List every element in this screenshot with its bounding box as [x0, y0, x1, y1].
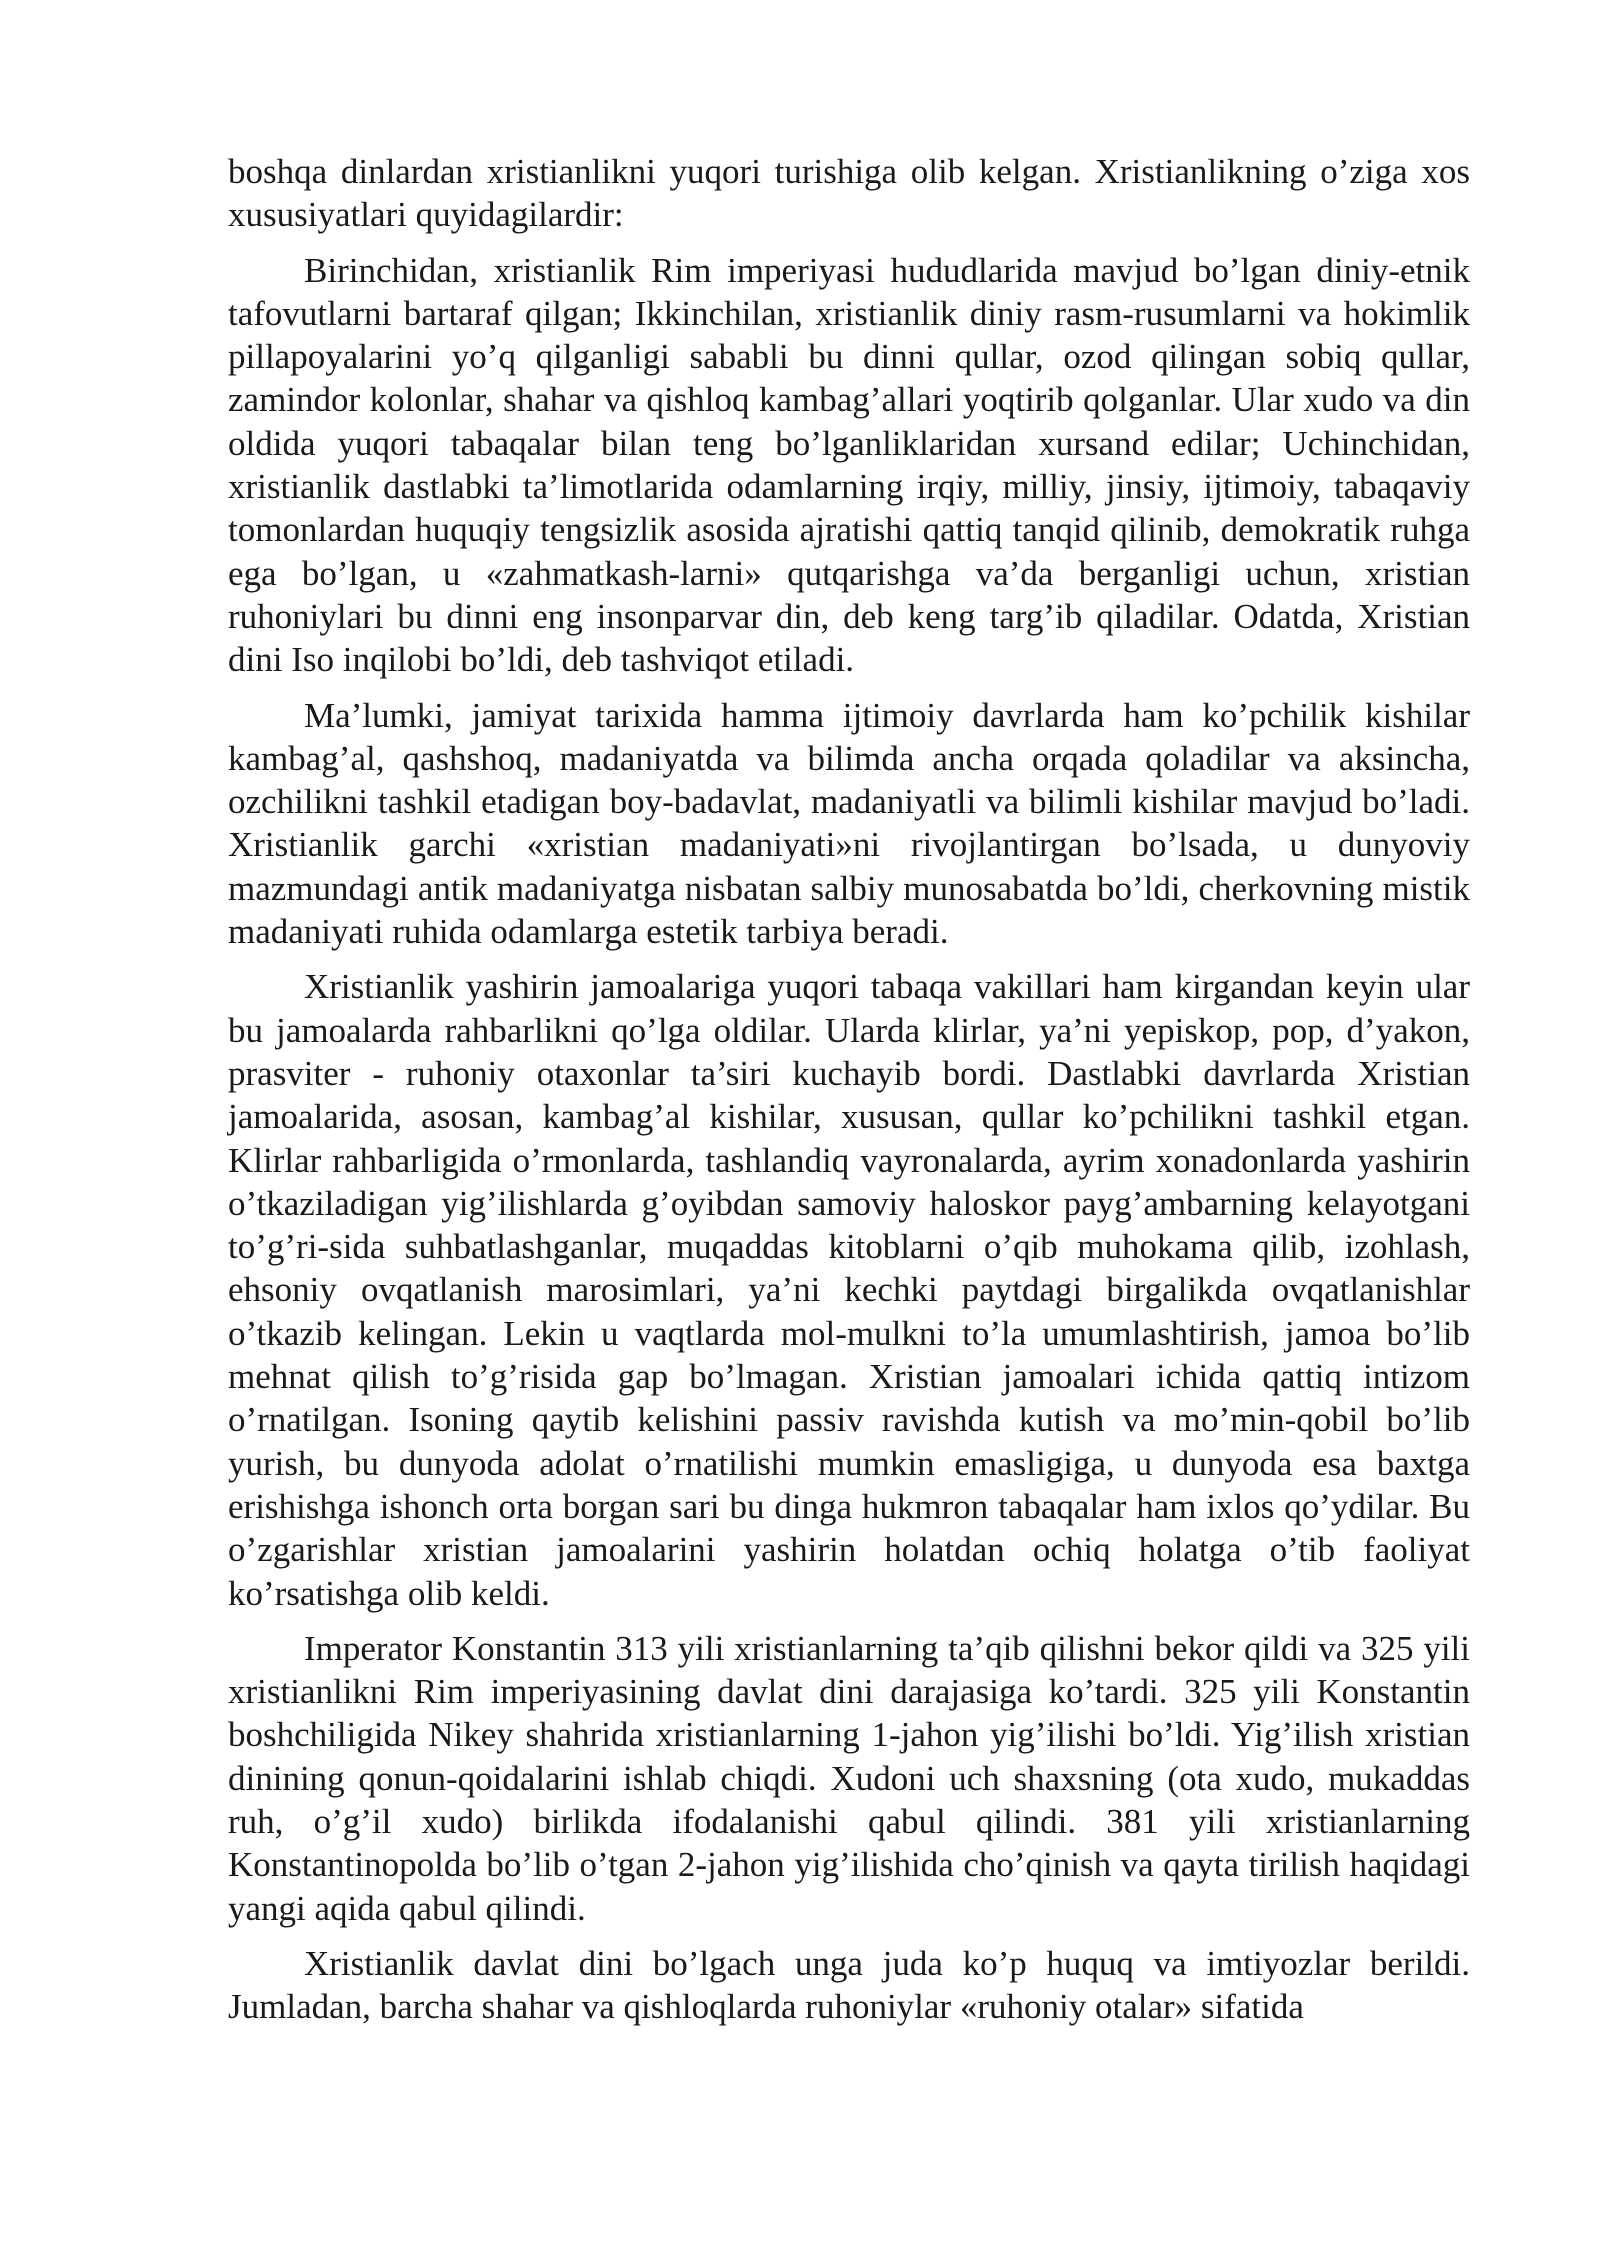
paragraph-society: Ma’lumki, jamiyat tarixida hamma ijtimoiy davrlarda ham ko’pchilik kishilar kambag’al, qashshoq, madaniyatda va bilimda ancha orqada qoladilar va aksincha, ozchilikni tashkil etadigan boy-badavlat, madaniyatli va bilimli kishilar mavjud bo’ladi. Xristianlik garchi «xristian madaniyati»ni rivojlantirgan bo’lsada, u dunyoviy mazmundagi antik madaniyatga nisbatan salbiy munosabatda bo’ldi, cherkovning mistik madaniyati ruhida odamlarga estetik tarbiya beradi.: [228, 695, 1470, 952]
paragraph-continuation: boshqa dinlardan xristianlikni yuqori turishiga olib kelgan. Xristianlikning o’ziga xos xususiyatlari quyidagilardir:: [228, 152, 1470, 235]
paragraph-state-religion: Xristianlik davlat dini bo’lgach unga juda ko’p huquq va imtiyozlar berildi. Jumladan, barcha shahar va qishloqlarda ruhoniylar «ruhoniy otalar» sifatida: [228, 1943, 1470, 2027]
paragraph-features: Birinchidan, xristianlik Rim imperiyasi hududlarida mavjud bo’lgan diniy-etnik tafovutlarni bartaraf qilgan; Ikkinchilan, xristianlik diniy rasm-rusumlarni va hokimlik pillapoyalarini yo’q qilganligi sababli bu dinni qullar, ozod qilingan sobiq qullar, zamindor kolonlar, shahar va qishloq kambag’allari yoqtirib qolganlar. Ular xudo va din oldida yuqori tabaqalar bilan teng bo’lganliklaridan xursand edilar; Uchinchidan, xristianlik dastlabki ta’limotlarida odamlarning irqiy, milliy, jinsiy, ijtimoiy, tabaqaviy tomonlardan huquqiy tengsizlik asosida ajratishi qattiq tanqid qilinib, demokratik ruhga ega bo’lgan, u «zahmatkash-larni» qutqarishga va’da berganligi uchun, xristian ruhoniylari bu dinni eng insonparvar din, deb keng targ’ib qiladilar. Odatda, Xristian dini Iso inqilobi bo’ldi, deb tashviqot etiladi.: [228, 250, 1470, 680]
paragraph-communities: Xristianlik yashirin jamoalariga yuqori tabaqa vakillari ham kirgandan keyin ular bu jamoalarda rahbarlikni qo’lga oldilar. Ularda klirlar, ya’ni yepiskop, pop, d’yakon, prasviter - ruhoniy otaxonlar ta’siri kuchayib bordi. Dastlabki davrlarda Xristian jamoalarida, asosan, kambag’al kishilar, xususan, qullar ko’pchilikni tashkil etgan. Klirlar rahbarligida o’rmonlarda, tashlandiq vayronalarda, ayrim xonadonlarda yashirin o’tkaziladigan yig’ilishlarda g’oyibdan samoviy haloskor payg’ambarning kelayotgani to’g’ri-sida suhbatlashganlar, muqaddas kitoblarni o’qib muhokama qilib, izohlash, ehsoniy ovqatlanish marosimlari, ya’ni kechki paytdagi birgalikda ovqatlanishlar o’tkazib kelingan. Lekin u vaqtlarda mol-mulkni to’la umumlashtirish, jamoa bo’lib mehnat qilish to’g’risida gap bo’lmagan. Xristian jamoalari ichida qattiq intizom o’rnatilgan. Isoning qaytib kelishini passiv ravishda kutish va mo’min-qobil bo’lib yurish, bu dunyoda adolat o’rnatilishi mumkin emasligiga, u dunyoda esa baxtga erishishga ishonch orta borgan sari bu dinga hukmron tabaqalar ham ixlos qo’ydilar. Bu o’zgarishlar xristian jamoalarini yashirin holatdan ochiq holatga o’tib faoliyat ko’rsatishga olib keldi.: [228, 967, 1470, 1613]
document-page: [228, 150, 1470, 2040]
paragraph-constantine: Imperator Konstantin 313 yili xristianlarning ta’qib qilishni bekor qildi va 325 yili xristianlikni Rim imperiyasining davlat dini darajasiga ko’tardi. 325 yili Konstantin boshchiligida Nikey shahrida xristianlarning 1-jahon yig’ilishi bo’ldi. Yig’ilish xristian dinining qonun-qoidalarini ishlab chiqdi. Xudoni uch shaxsning (ota xudo, mukaddas ruh, o’g’il xudo) birlikda ifodalanishi qabul qilindi. 381 yili xristianlarning Konstantinopolda bo’lib o’tgan 2-jahon yig’ilishida cho’qinish va qayta tirilish haqidagi yangi aqida qabul qilindi.: [228, 1628, 1470, 1928]
